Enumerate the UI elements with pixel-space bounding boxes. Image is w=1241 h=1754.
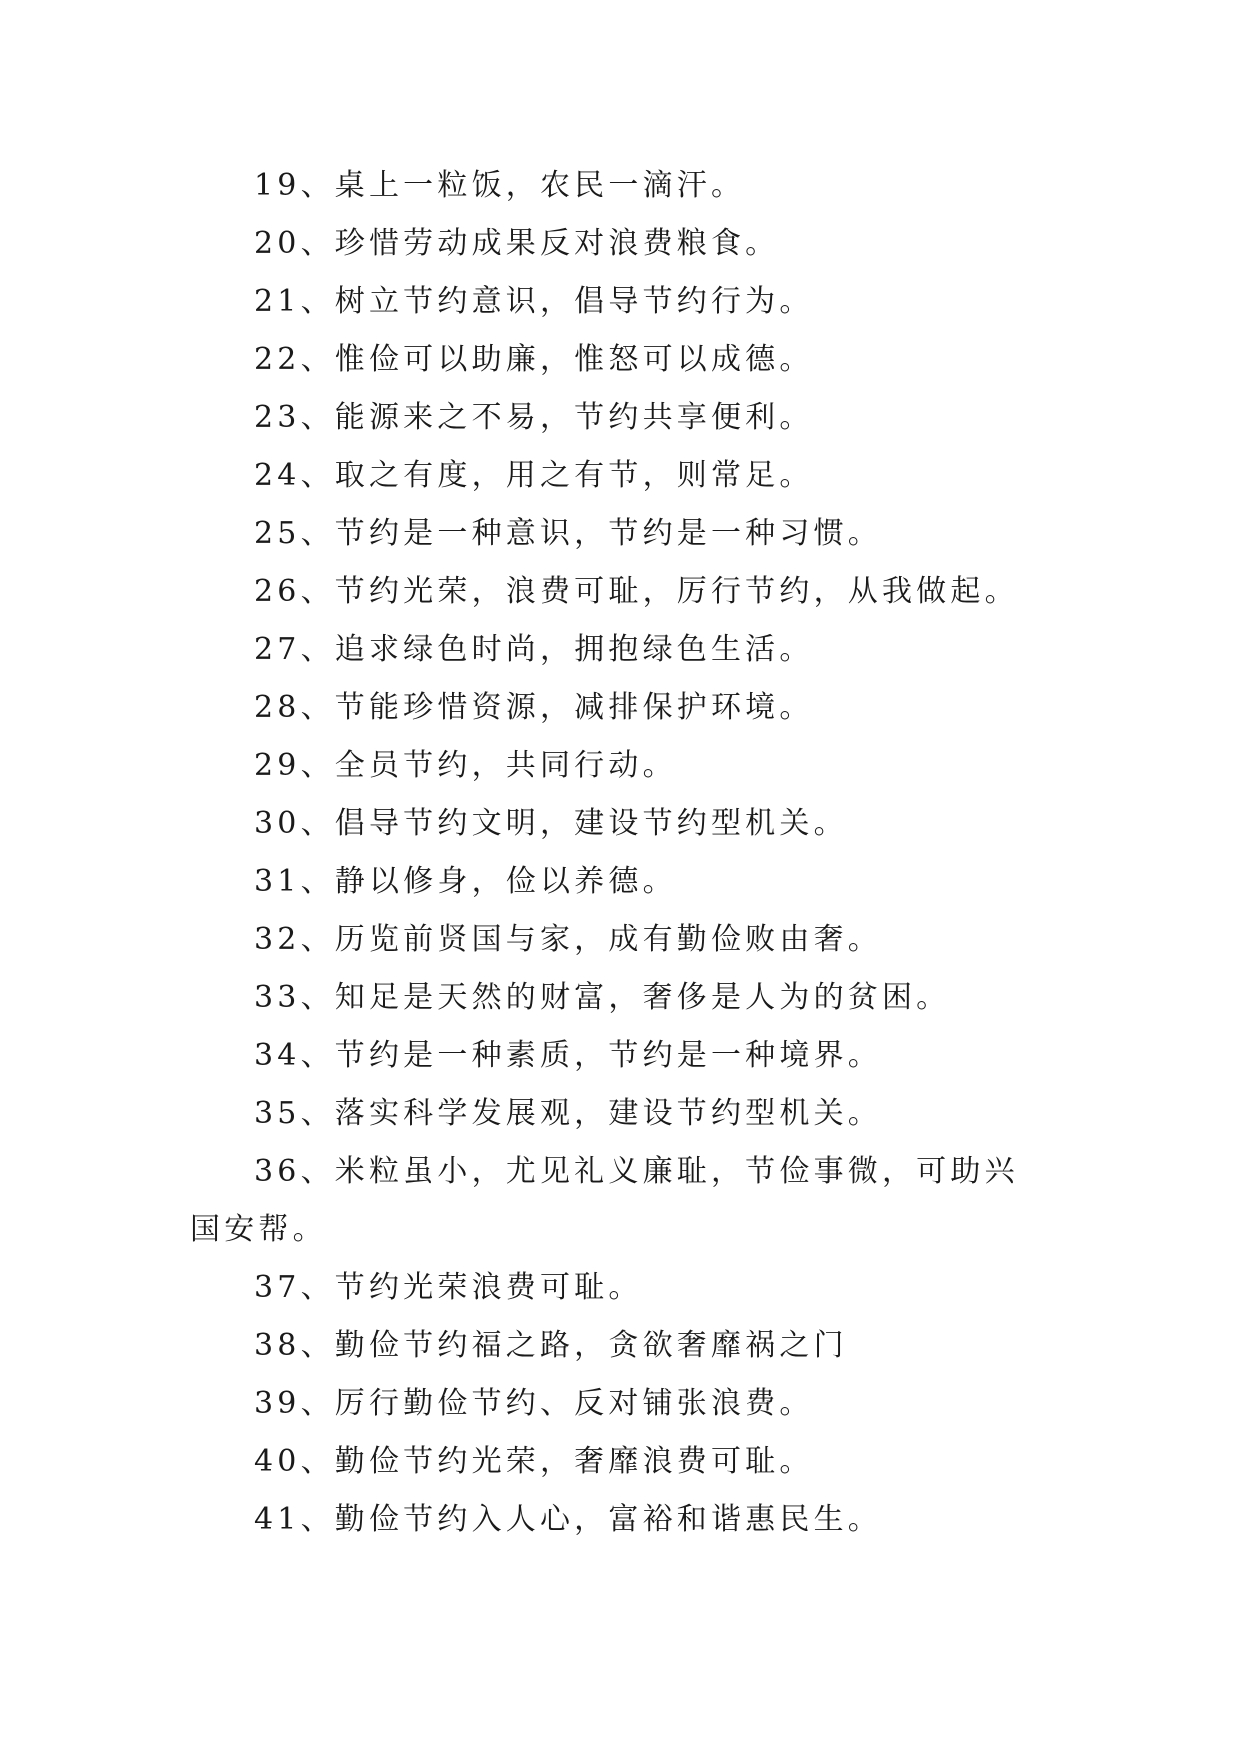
list-item: 27、追求绿色时尚，拥抱绿色生活。 [254, 632, 814, 667]
list-item: 24、取之有度，用之有节，则常足。 [254, 458, 814, 493]
list-item: 29、全员节约，共同行动。 [254, 748, 677, 783]
list-item: 40、勤俭节约光荣，奢靡浪费可耻。 [254, 1444, 814, 1479]
list-item: 36、米粒虽小，尤见礼义廉耻，节俭事微，可助兴国安帮。 [190, 1154, 1019, 1247]
list-item: 35、落实科学发展观，建设节约型机关。 [254, 1096, 882, 1131]
list-item: 31、静以修身，俭以养德。 [254, 864, 677, 899]
list-item: 26、节约光荣，浪费可耻，厉行节约，从我做起。 [254, 574, 1019, 609]
list-item: 25、节约是一种意识，节约是一种习惯。 [254, 516, 882, 551]
list-item: 23、能源来之不易，节约共享便利。 [254, 400, 814, 435]
list-item: 19、桌上一粒饭，农民一滴汗。 [254, 168, 746, 203]
list-item: 22、惟俭可以助廉，惟怒可以成德。 [254, 342, 814, 377]
list-item: 39、厉行勤俭节约、反对铺张浪费。 [254, 1386, 814, 1421]
list-item: 30、倡导节约文明，建设节约型机关。 [254, 806, 848, 841]
list-item: 32、历览前贤国与家，成有勤俭败由奢。 [254, 922, 882, 957]
list-item: 21、树立节约意识，倡导节约行为。 [254, 284, 814, 319]
list-item: 37、节约光荣浪费可耻。 [254, 1270, 643, 1305]
list-item: 38、勤俭节约福之路，贪欲奢靡祸之门 [254, 1328, 848, 1363]
list-item: 20、珍惜劳动成果反对浪费粮食。 [254, 226, 780, 261]
list-item: 34、节约是一种素质，节约是一种境界。 [254, 1038, 882, 1073]
list-item: 28、节能珍惜资源，减排保护环境。 [254, 690, 814, 725]
list-item: 41、勤俭节约入人心，富裕和谐惠民生。 [254, 1502, 882, 1537]
list-item: 33、知足是天然的财富，奢侈是人为的贫困。 [254, 980, 951, 1015]
slogan-list [190, 157, 1050, 1549]
